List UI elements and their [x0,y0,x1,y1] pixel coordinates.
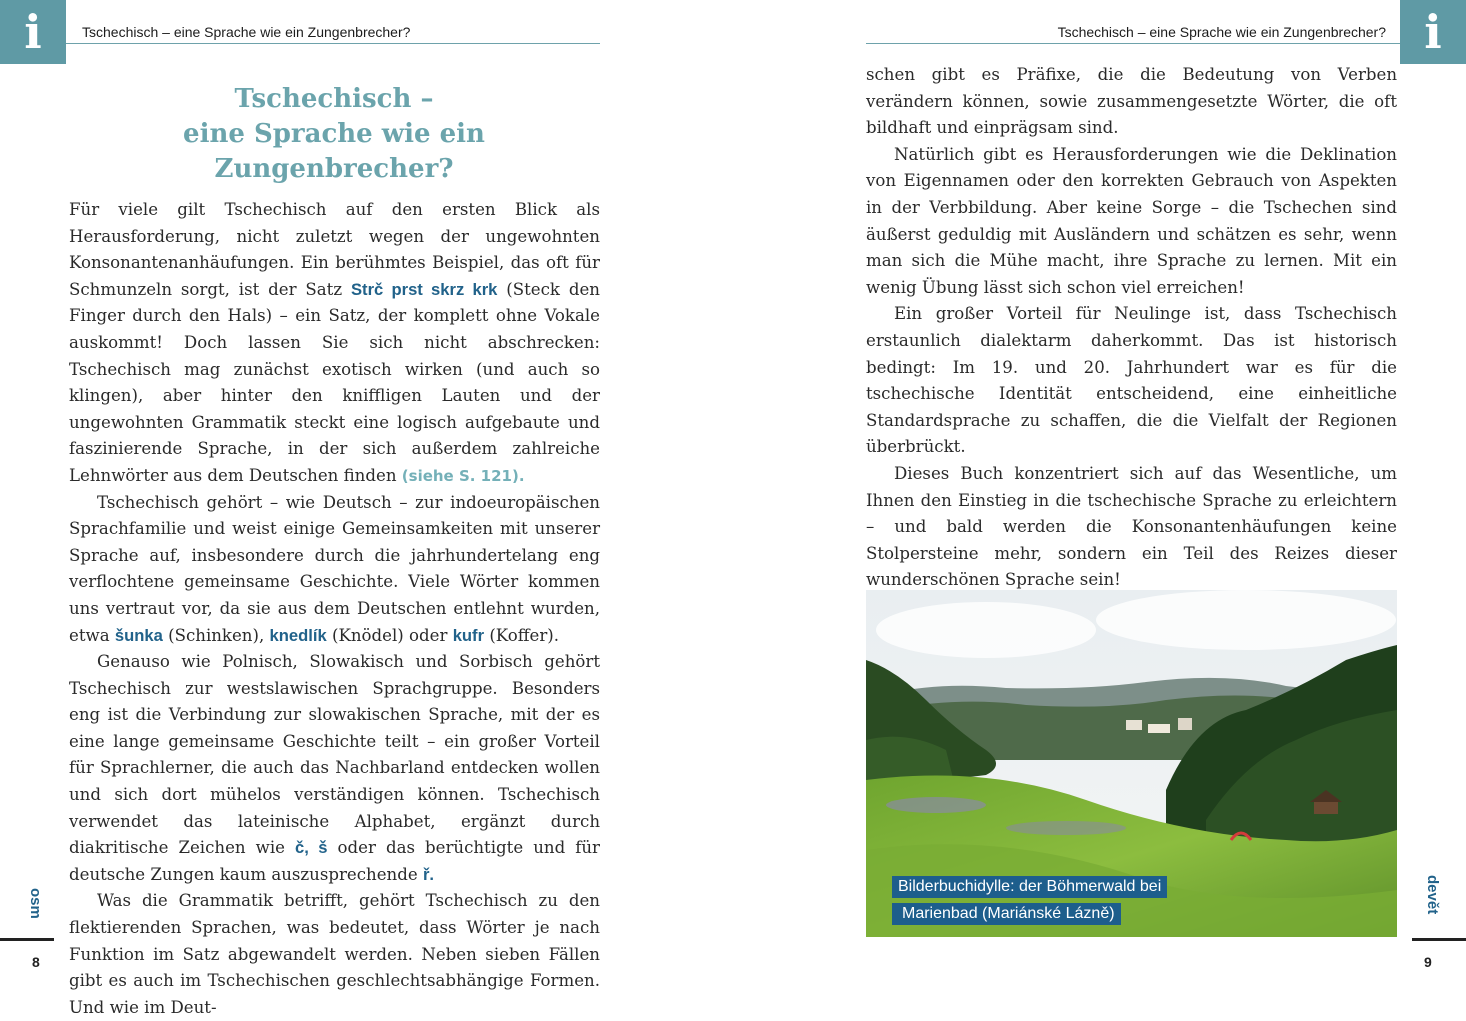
photo-caption-line2: Marienbad (Mariánské Lázně) [892,903,1121,925]
chapter-title [68,82,600,187]
left-page-body [69,197,600,1021]
running-header-right: Tschechisch – eine Sprache wie ein Zungenbrecher? [1057,24,1386,40]
info-icon: i [1400,0,1466,64]
czech-term: knedlík [269,625,327,645]
running-header-left: Tschechisch – eine Sprache wie ein Zungenbrecher? [82,24,411,40]
text: (Knödel) oder [326,625,453,645]
czech-term: kufr [452,625,485,645]
text: Tschechisch gehört – wie Deutsch – zur indoeuropäischen Sprachfamilie und weist einige Gemeinsamkeiten mit unserer Sprache auf, insbesondere durch die jahrhundertelang eng verflochtene gemeinsame Geschichte. Viele Wörter kommen uns vertraut vor, da sie aus dem Deutschen entlehnt wurden, etwa [69,492,600,645]
paragraph: Ein großer Vorteil für Neulinge ist, dass Tschechisch erstaunlich dialektarm daherkommt. Das ist historisch bedingt: Im 19. und 20. Jahrhundert war es für die tschechische Identität entscheidend, eine einheitliche Standardsprache zu schaffen, die die Vielfalt der Regionen überbrückt. [866,304,1397,457]
paragraph: Dieses Buch konzentriert sich auf das Wesentliche, um Ihnen den Einstieg in die tschechische Sprache zu erleichtern – und bald werden die Konsonantenhäufungen keine Stolpersteine mehr, sondern ein Teil des Reizes dieser wunderschönen Sprache sein! [866,463,1397,590]
right-page-body [866,62,1397,594]
czech-term: Strč prst skrz krk [350,279,498,299]
paragraph [69,197,600,490]
photo-caption-line1: Bilderbuchidylle: der Böhmerwald bei [892,876,1167,898]
side-page-word-right: devět [1424,875,1441,915]
text: oder das berüchtigte und für deutsche Zungen kaum auszusprechende [69,838,600,884]
czech-term: č, š [295,838,328,858]
page-number-left: 8 [32,954,40,970]
paragraph [69,649,600,888]
text: (Steck den Finger durch den Hals) – ein Satz, der komplett ohne Vokale auskommt! Doch lassen Sie sich nicht abschrecken: Tschechisch mag zunächst exotisch wirken (und auch so klingen), aber hinter den kniffligen Lauten und der ungewohnten Grammatik steckt eine logisch aufgebaute und faszinierende Sprache, in der sich außerdem zahlreiche Lehnwörter aus dem Deutschen finden [69,279,600,485]
chapter-title-line2: eine Sprache wie ein Zungenbrecher? [183,119,485,184]
czech-term: šunka [114,625,163,645]
page-reference[interactable]: (siehe S. 121). [401,466,525,485]
header-rule-left [66,43,600,44]
chapter-title-line1: Tschechisch – [234,84,434,114]
text: (Koffer). [484,625,560,645]
paragraph: Was die Grammatik betrifft, gehört Tschechisch zu den flektierenden Sprachen, was bedeutet, dass Wörter je nach Funktion im Satz abgewandelt werden. Neben sieben Fällen gibt es auch im Tschechischen geschlechtsabhängige Formen. Und wie im Deut- [69,891,600,1017]
paragraph [69,490,600,650]
czech-term: ř. [422,864,435,884]
text: (Schinken), [162,625,270,645]
side-page-word-left: osm [27,888,44,919]
info-icon: i [0,0,66,64]
page-number-right: 9 [1424,954,1432,970]
text: Genauso wie Polnisch, Slowakisch und Sorbisch gehört Tschechisch zur westslawischen Sprachgruppe. Besonders eng ist die Verbindung zur slowakischen Sprache, mit der es eine lange gemeinsame Geschichte teilt – ein großer Vorteil für Sprachlerner, die auch das Nachbarland entdecken wollen und sich dort mühelos verständigen können. Tschechisch verwendet das lateinische Alphabet, ergänzt durch diakritische Zeichen wie [69,652,600,858]
footer-rule-left [0,938,54,941]
header-rule-right [866,43,1400,44]
footer-rule-right [1412,938,1466,941]
paragraph: schen gibt es Präfixe, die die Bedeutung von Verben verändern können, sowie zusammengesetzte Wörter, die oft bildhaft und einprägsam sind. [866,65,1397,138]
paragraph: Natürlich gibt es Herausforderungen wie die Deklination von Eigennamen oder den korrekten Gebrauch von Aspekten in der Verbbildung. Aber keine Sorge – die Tschechen sind äußerst geduldig mit Ausländern und schätzen es sehr, wenn man sich die Mühe macht, ihre Sprache zu lernen. Mit ein wenig Übung lässt sich schon viel erreichen! [866,144,1397,297]
text: Für viele gilt Tschechisch auf den ersten Blick als Herausforderung, nicht zuletzt wegen der ungewohnten Konsonantenanhäufungen. Ein berühmtes Beispiel, das oft für Schmunzeln sorgt, ist der Satz [69,200,600,299]
